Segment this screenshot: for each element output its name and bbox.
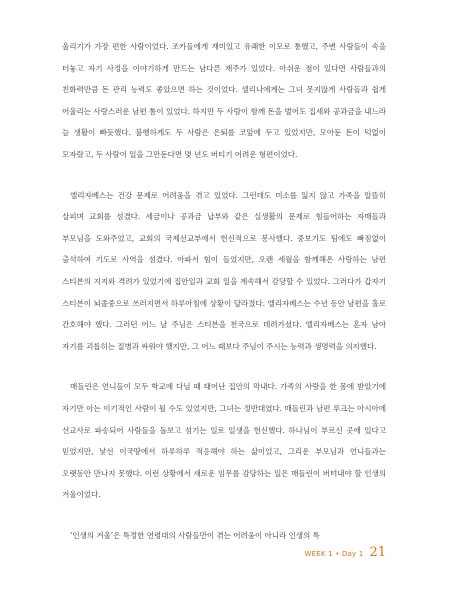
paragraph-winter-of-life: ‘인생의 겨울’은 특정한 연령대의 사람들만이 겪는 어려움이 아니라 인생의 특 [70, 530, 320, 540]
paragraph-continuation: 울리기가 가장 편한 사람이었다. 조카들에게 재미있고 유쾌한 이모로 통했고, 주변 사람들이 속을 터놓고 자기 사정을 이야기하게 만드는 남다른 재주가 있었다. 아쉬운 점이 있다면 사람들과의 친화력만큼 돈 관리 능력도 좋았으면 하는 것이었다. 셀리나에게는 그녀 못지않게 사람들과 쉽게 어울리는 사랑스러운 남편 톰이 있었다. 하지만 두 사람이 함께 돈을 벌어도 집세와 공과금을 내느라 늘 생활이 빠듯했다. 불행하게도 두 사람은 은퇴를 코앞에 두고 있었지만, 모아둔 돈이 턱없이 모자랐고, 두 사람이 일을 그만둔다면 몇 년도 버티기 어려운 형편이었다. [62, 42, 386, 159]
paragraph-elizabeth: 엘리자베스는 건강 문제로 어려움을 겪고 있었다. 그런데도 미소를 잃지 않고 가족을 알뜰히 살피며 교회를 섬겼다. 세금이나 공과금 납부와 같은 실생활의 문제로 힘들어하는 자매들과 부모님을 도와주었고, 교회의 국제선교부에서 헌신적으로 봉사했다. 중보기도 팀에도 빠짐없이 출석하여 기도로 사역을 섬겼다. 아파서 힘이 들었지만, 오랜 세월을 함께해온 사랑하는 남편 스티븐의 지지와 격려가 있었기에 집안일과 교회 일을 계속해서 감당할 수 있었다. 그러다가 갑자기 스티븐이 뇌졸중으로 쓰러지면서 하루아침에 상황이 달라졌다. 엘리자베스는 수년 동안 남편을 홀로 간호해야 했다. 그러던 어느 날 주님은 스티븐을 천국으로 데려가셨다. 엘리자베스는 혼자 남아 자기를 괴롭히는 질병과 싸워야 했지만, 그 어느 때보다 주님이 주시는 능력과 생명력을 의지했다. [62, 190, 386, 351]
page-number: 21 [369, 545, 386, 560]
paragraph-madeline: 매들린은 언니들이 모두 학교에 다닐 때 태어난 집안의 막내다. 가족의 사랑을 한 몸에 받았기에 자기만 아는 이기적인 사람이 될 수도 있었지만, 그녀는 정반대였다. 매들린과 남편 루크는 아시아에 선교사로 파송되어 사람들을 돌보고 섬기는 일로 일생을 헌신했다. 하나님이 부르신 곳에 있다고 믿었지만, 낯선 이국땅에서 하루하루 적응해야 하는 삶이었고, 그리운 부모님과 언니들과는 오랫동안 만나지 못했다. 이런 상황에서 새로운 임무를 감당하는 일은 매들린이 버텨내야 할 인생의 겨울이었다. [62, 382, 386, 500]
page-footer [305, 545, 386, 560]
body-text [62, 36, 386, 546]
week-day-label: WEEK 1 • Day 1 [304, 550, 364, 558]
